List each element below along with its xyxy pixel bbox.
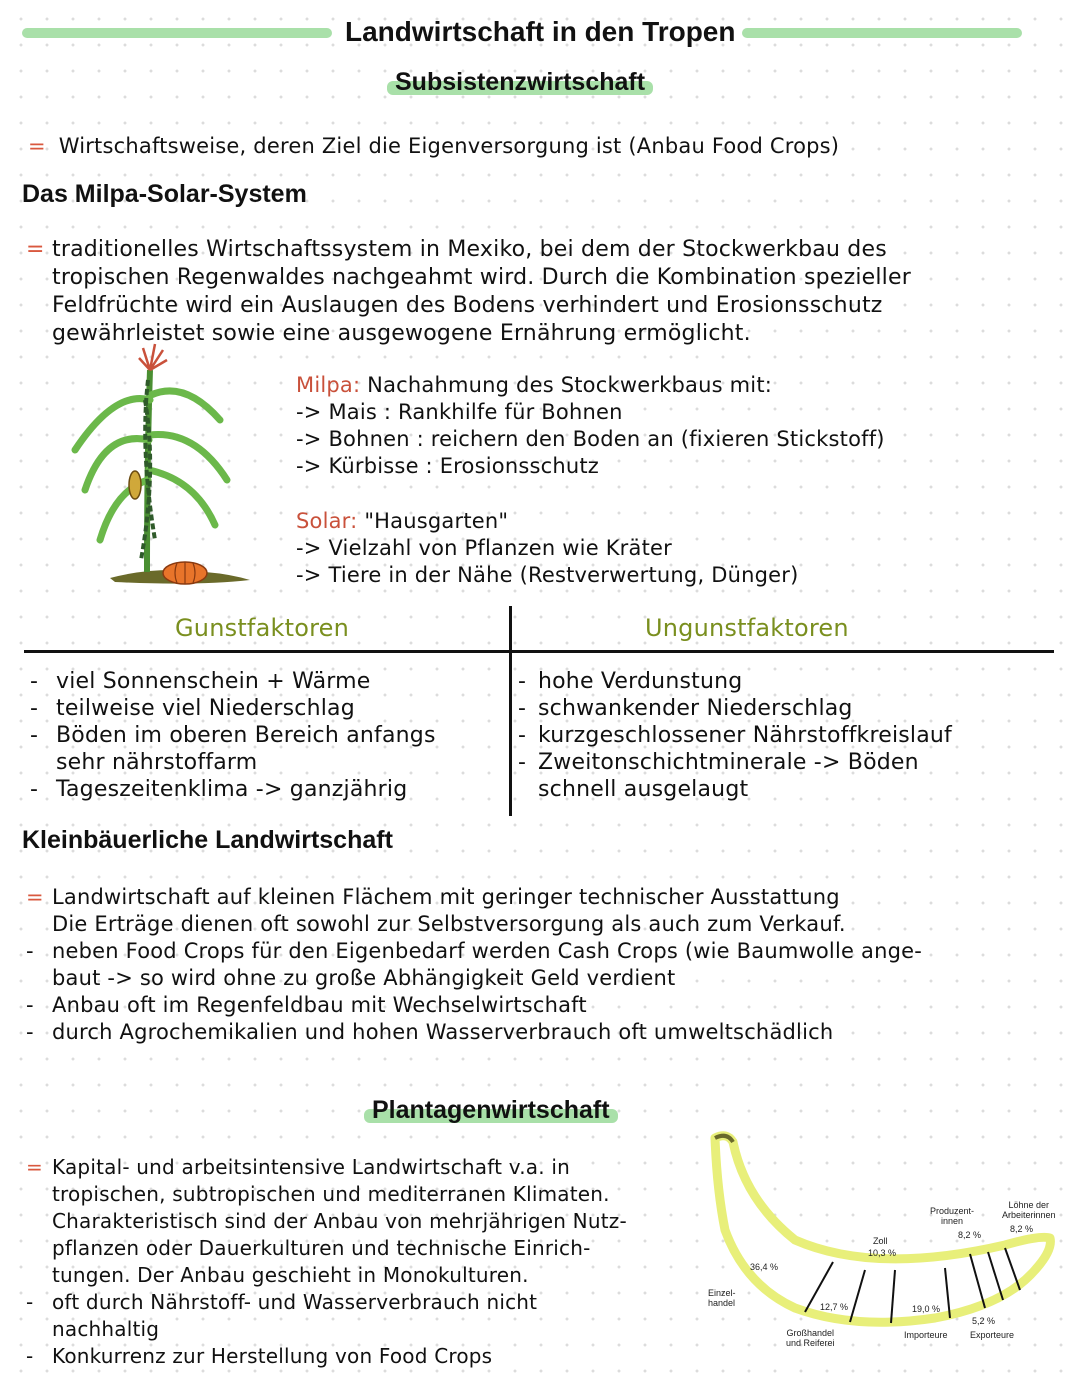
plantage-item [26, 1289, 627, 1343]
pumpkin [163, 562, 207, 584]
favorable-list [30, 668, 436, 803]
corn-plant-illustration [55, 340, 270, 590]
plantage-item-text: tungen. Der Anbau geschieht in Monokulturen. [52, 1263, 529, 1287]
milpa-label: Milpa: [296, 373, 361, 397]
kleinbauer-item [26, 1019, 922, 1046]
milpa-intro-row [26, 236, 911, 348]
segment-label: Einzel- handel [708, 1288, 736, 1308]
plantage-item-lines [52, 1154, 627, 1289]
kleinbauer-item-text: baut -> so wird ohne zu große Abhängigkeit Geld verdient [52, 966, 676, 990]
chart-label-wholesale: Großhandel und Reiferei [786, 1328, 835, 1348]
bullet: - [518, 750, 527, 775]
banana-shape [715, 1136, 1050, 1322]
chart-value-retail: 36,4 % [750, 1262, 779, 1272]
chart-value-exporters: 5,2 % [972, 1316, 996, 1326]
bullet: - [26, 1290, 34, 1314]
favorable-item [30, 668, 436, 695]
page-title: Landwirtschaft in den Tropen [345, 16, 736, 47]
plantage-item-text: Kapital- und arbeitsintensive Landwirtschaft v.a. in [52, 1155, 570, 1179]
bullet: - [518, 696, 527, 721]
milpa-heading: Das Milpa-Solar-System [22, 180, 307, 208]
unfavorable-item-lines [538, 749, 919, 803]
bullet: - [518, 669, 527, 694]
bullet: - [30, 696, 39, 721]
milpa-item: -> Bohnen : reichern den Boden an (fixieren Stickstoff) [296, 427, 885, 451]
milpa-block [296, 372, 885, 480]
solar-label: Solar: [296, 509, 358, 533]
plantage-item-text: nachhaltig [52, 1317, 160, 1341]
plantage-heading-text: Plantagenwirtschaft [372, 1096, 610, 1124]
favorable-item-text: sehr nährstoffarm [56, 750, 258, 775]
definition-text: Wirtschaftsweise, deren Ziel die Eigenversorgung ist (Anbau Food Crops) [58, 134, 840, 158]
plantage-item-text: tropischen, subtropischen und mediterranen Klimaten. [52, 1182, 610, 1206]
bullet: - [26, 1020, 34, 1044]
bullet: - [30, 669, 39, 694]
plantage-item-text: Charakteristisch sind der Anbau von mehrjährigen Nutz- [52, 1209, 627, 1233]
table-vertical-line [509, 606, 512, 816]
bullet: = [26, 1155, 43, 1179]
kleinbauer-item-text: durch Agrochemikalien und hohen Wasserverbrauch oft umweltschädlich [52, 1020, 834, 1044]
kleinbauer-list [26, 884, 922, 1046]
unfavorable-item-text: Zweitonschichtminerale -> Böden [538, 750, 919, 775]
favorable-item [30, 776, 436, 803]
favorable-item [30, 722, 436, 776]
chart-label-importers: Importeure [904, 1330, 948, 1340]
bullet: - [26, 1344, 34, 1368]
subsistenz-heading-text: Subsistenzwirtschaft [395, 68, 646, 96]
plantage-heading [372, 1096, 610, 1125]
chart-value-importers: 19,0 % [912, 1304, 941, 1314]
milpa-item: -> Kürbisse : Erosionsschutz [296, 454, 600, 478]
title-bar-right [742, 28, 1022, 38]
favorable-heading: Gunstfaktoren [175, 614, 349, 642]
milpa-title-row [296, 372, 885, 399]
bullet: - [26, 993, 34, 1017]
bullet: - [30, 723, 39, 748]
kleinbauer-heading: Kleinbäuerliche Landwirtschaft [22, 826, 393, 854]
kleinbauer-item [26, 884, 922, 938]
milpa-intro [26, 236, 911, 348]
unfavorable-item [518, 722, 952, 749]
milpa-intro-line: traditionelles Wirtschaftssystem in Mexiko, bei dem der Stockwerkbau des [52, 237, 887, 262]
chart-value-producers: 8,2 % [958, 1230, 982, 1240]
favorable-item-text: Böden im oberen Bereich anfangs [56, 723, 436, 748]
milpa-intro-line: tropischen Regenwaldes nachgeahmt wird. Durch die Kombination spezieller [52, 265, 911, 290]
favorable-item [30, 695, 436, 722]
kleinbauer-item-text: neben Food Crops für den Eigenbedarf werden Cash Crops (wie Baumwolle ange- [52, 939, 923, 963]
subsistenz-heading [395, 68, 645, 97]
definition-mark: = [28, 134, 46, 158]
unfavorable-item [518, 695, 952, 722]
chart-label-wages: Löhne der Arbeiterinnen [1002, 1200, 1056, 1220]
chart-value-wages: 8,2 % [1010, 1224, 1034, 1234]
solar-item: -> Vielzahl von Pflanzen wie Kräter [296, 536, 672, 560]
milpa-intro-lines [52, 236, 911, 348]
title-bar-left [22, 28, 332, 38]
plantage-item-text: pflanzen oder Dauerkulturen und technische Einrich- [52, 1236, 591, 1260]
bullet: - [26, 939, 34, 963]
bullet: - [30, 777, 39, 802]
milpa-intro-line: Feldfrüchte wird ein Auslaugen des Bodens verhindert und Erosionsschutz [52, 293, 883, 318]
kleinbauer-item-text: Landwirtschaft auf kleinen Flächem mit geringer technischer Ausstattung [52, 885, 840, 909]
table-horizontal-line [24, 650, 1054, 653]
milpa-intro-line: gewährleistet sowie eine ausgewogene Ernährung ermöglicht. [52, 321, 751, 346]
unfavorable-list [518, 668, 952, 803]
plantage-list [26, 1154, 627, 1370]
chart-label-customs: Zoll [873, 1236, 888, 1246]
plantage-item-text: oft durch Nährstoff- und Wasserverbrauch nicht [52, 1290, 538, 1314]
unfavorable-heading: Ungunstfaktoren [645, 614, 849, 642]
milpa-intro-mark: = [26, 237, 45, 262]
favorable-item-text: viel Sonnenschein + Wärme [56, 669, 371, 694]
kleinbauer-item-text: Anbau oft im Regenfeldbau mit Wechselwirtschaft [52, 993, 587, 1017]
solar-title-row [296, 508, 798, 535]
solar-item: -> Tiere in der Nähe (Restverwertung, Dünger) [296, 563, 799, 587]
milpa-item: -> Mais : Rankhilfe für Bohnen [296, 400, 623, 424]
chart-label-exporters: Exporteure [970, 1330, 1015, 1340]
plantage-item-text: Konkurrenz zur Herstellung von Food Crops [52, 1344, 493, 1368]
unfavorable-item [518, 668, 952, 695]
unfavorable-item-text: schnell ausgelaugt [538, 777, 749, 802]
kleinbauer-item-lines [52, 884, 846, 938]
kleinbauer-item-text: Die Erträge dienen oft sowohl zur Selbstversorgung als auch zum Verkauf. [52, 912, 846, 936]
kleinbauer-item [26, 938, 922, 992]
unfavorable-item-text: kurzgeschlossener Nährstoffkreislauf [538, 723, 953, 748]
solar-block [296, 508, 798, 589]
chart-value-customs: 10,3 % [868, 1248, 897, 1258]
plantage-item [26, 1343, 627, 1370]
plantage-item [26, 1154, 627, 1289]
chart-label-producers: Produzent- innen [930, 1206, 975, 1226]
favorable-item-text: Tageszeitenklima -> ganzjährig [56, 777, 408, 802]
favorable-item-text: teilweise viel Niederschlag [56, 696, 355, 721]
plantage-item-lines [52, 1289, 537, 1343]
bullet: = [26, 885, 44, 909]
bullet: - [518, 723, 527, 748]
favorable-item-lines [56, 722, 436, 776]
unfavorable-item [518, 749, 952, 803]
kleinbauer-item-lines [52, 938, 922, 992]
subsistenz-definition [28, 132, 839, 160]
chart-label-retail [708, 1288, 736, 1308]
chart-value-wholesale: 12,7 % [820, 1302, 849, 1312]
unfavorable-item-text: schwankender Niederschlag [538, 696, 853, 721]
solar-text: "Hausgarten" [364, 509, 509, 533]
unfavorable-item-text: hohe Verdunstung [538, 669, 743, 694]
kleinbauer-item [26, 992, 922, 1019]
milpa-text: Nachahmung des Stockwerkbaus mit: [367, 373, 773, 397]
corn-stalk [75, 344, 227, 572]
